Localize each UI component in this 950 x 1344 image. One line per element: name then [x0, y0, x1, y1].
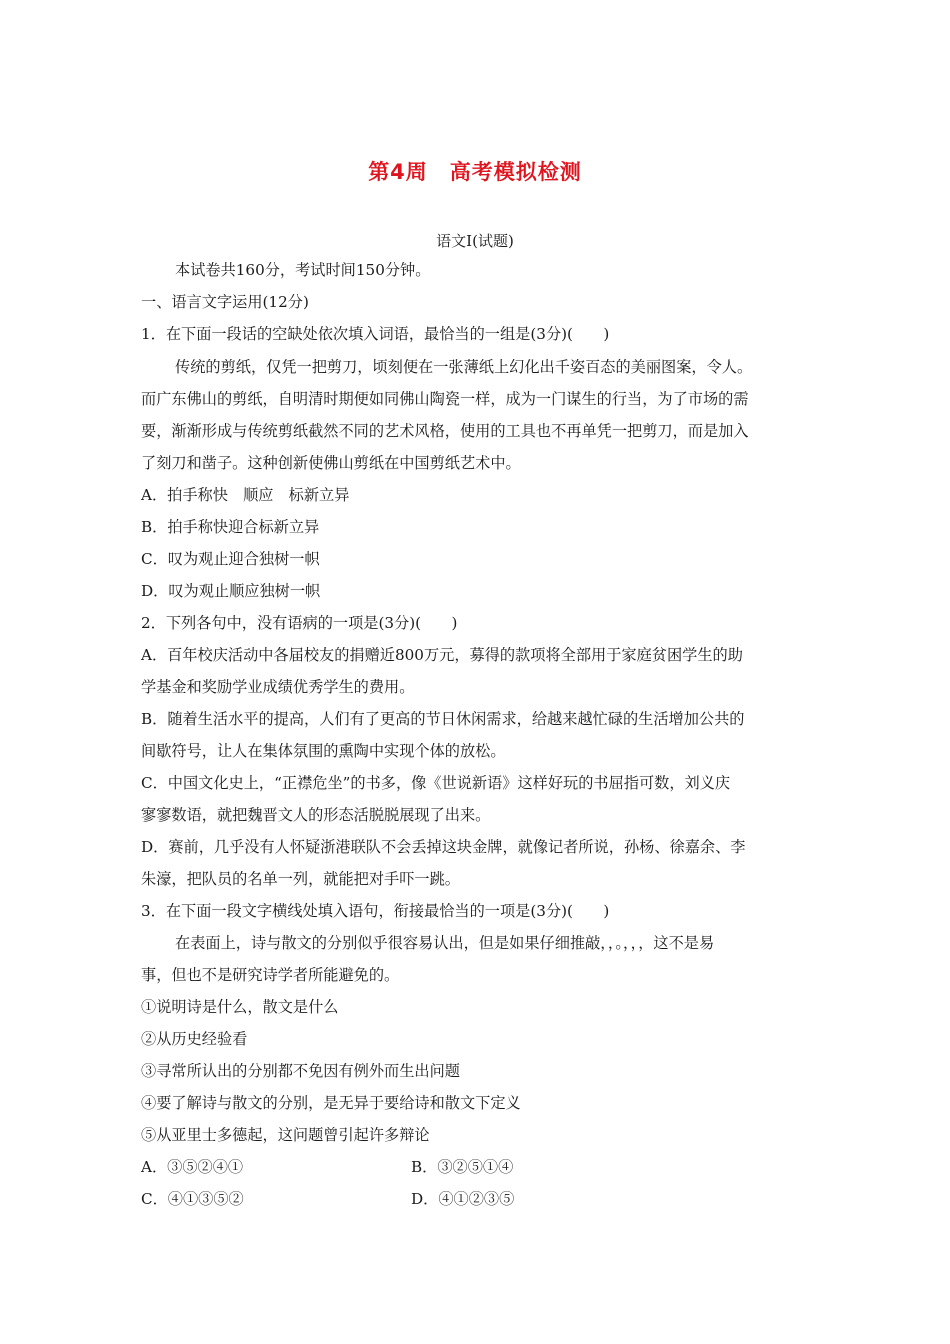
q2-option-line: 间歇符号，让人在集体氛围的熏陶中实现个体的放松。 — [141, 742, 506, 760]
q1-option-c: C．叹为观止迎合独树一帜 — [141, 550, 320, 568]
paper-subtitle: 语文Ⅰ(试题) — [436, 232, 514, 250]
q3-option-a: A．③⑤②④① — [141, 1158, 244, 1176]
q3-passage-line: 事，但也不是研究诗学者所能避免的。 — [141, 966, 400, 984]
q2-stem: 2．下列各句中，没有语病的一项是(3分)( ) — [141, 614, 458, 632]
q1-passage-line: 而广东佛山的剪纸，自明清时期便如同佛山陶瓷一样，成为一门谋生的行当，为了市场的需 — [141, 390, 749, 408]
q1-option-a: A．拍手称快 顺应 标新立异 — [141, 486, 350, 504]
q2-option-line: D．赛前，几乎没有人怀疑浙港联队不会丢掉这块金牌，就像记者所说，孙杨、徐嘉余、李 — [141, 838, 746, 856]
q3-item: ②从历史经验看 — [141, 1030, 248, 1048]
q2-option-line: 学基金和奖励学业成绩优秀学生的费用。 — [141, 678, 415, 696]
q3-item: ④要了解诗与散文的分别，是无异于要给诗和散文下定义 — [141, 1094, 521, 1112]
q1-stem: 1．在下面一段话的空缺处依次填入词语，最恰当的一组是(3分)( ) — [141, 325, 610, 343]
q3-item: ③寻常所认出的分别都不免因有例外而生出问题 — [141, 1062, 460, 1080]
q1-passage-line: 了刻刀和凿子。这种创新使佛山剪纸在中国剪纸艺术中。 — [141, 454, 521, 472]
q2-option-line: 寥寥数语，就把魏晋文人的形态活脱脱展现了出来。 — [141, 806, 491, 824]
q3-options-row — [141, 1157, 813, 1177]
exam-intro: 本试卷共160分，考试时间150分钟。 — [175, 261, 431, 279]
q3-stem: 3．在下面一段文字横线处填入语句，衔接最恰当的一项是(3分)( ) — [141, 902, 610, 920]
q2-option-line: 朱濠，把队员的名单一列，就能把对手吓一跳。 — [141, 870, 460, 888]
q1-option-b: B．拍手称快迎合标新立异 — [141, 518, 320, 536]
q1-option-d: D．叹为观止顺应独树一帜 — [141, 582, 321, 600]
q3-item: ①说明诗是什么，散文是什么 — [141, 998, 339, 1016]
q2-option-line: A．百年校庆活动中各届校友的捐赠近800万元，募得的款项将全部用于家庭贫困学生的助 — [141, 646, 743, 664]
q3-option-d: D．④①②③⑤ — [411, 1190, 515, 1208]
q2-option-line: C．中国文化史上，“正襟危坐”的书多，像《世说新语》这样好玩的书屈指可数，刘义庆 — [141, 774, 731, 792]
section-heading: 一、语言文字运用(12分) — [141, 293, 309, 311]
q3-item: ⑤从亚里士多德起，这问题曾引起许多辩论 — [141, 1126, 430, 1144]
q3-passage-line: 在表面上，诗与散文的分别似乎很容易认出，但是如果仔细推敲，，。，，，这不是易 — [175, 934, 715, 952]
q2-option-line: B．随着生活水平的提高，人们有了更高的节日休闲需求，给越来越忙碌的生活增加公共的 — [141, 710, 745, 728]
q3-option-b: B．③②⑤①④ — [411, 1158, 514, 1176]
q1-passage-line: 要，渐渐形成与传统剪纸截然不同的艺术风格，使用的工具也不再单凭一把剪刀，而是加入 — [141, 422, 749, 440]
q3-option-c: C．④①③⑤② — [141, 1190, 244, 1208]
q1-passage-line: 传统的剪纸，仅凭一把剪刀，顷刻便在一张薄纸上幻化出千姿百态的美丽图案，令人。 — [175, 358, 753, 376]
q3-options-row — [141, 1189, 813, 1209]
page-title: 第4周 高考模拟检测 — [368, 160, 582, 184]
